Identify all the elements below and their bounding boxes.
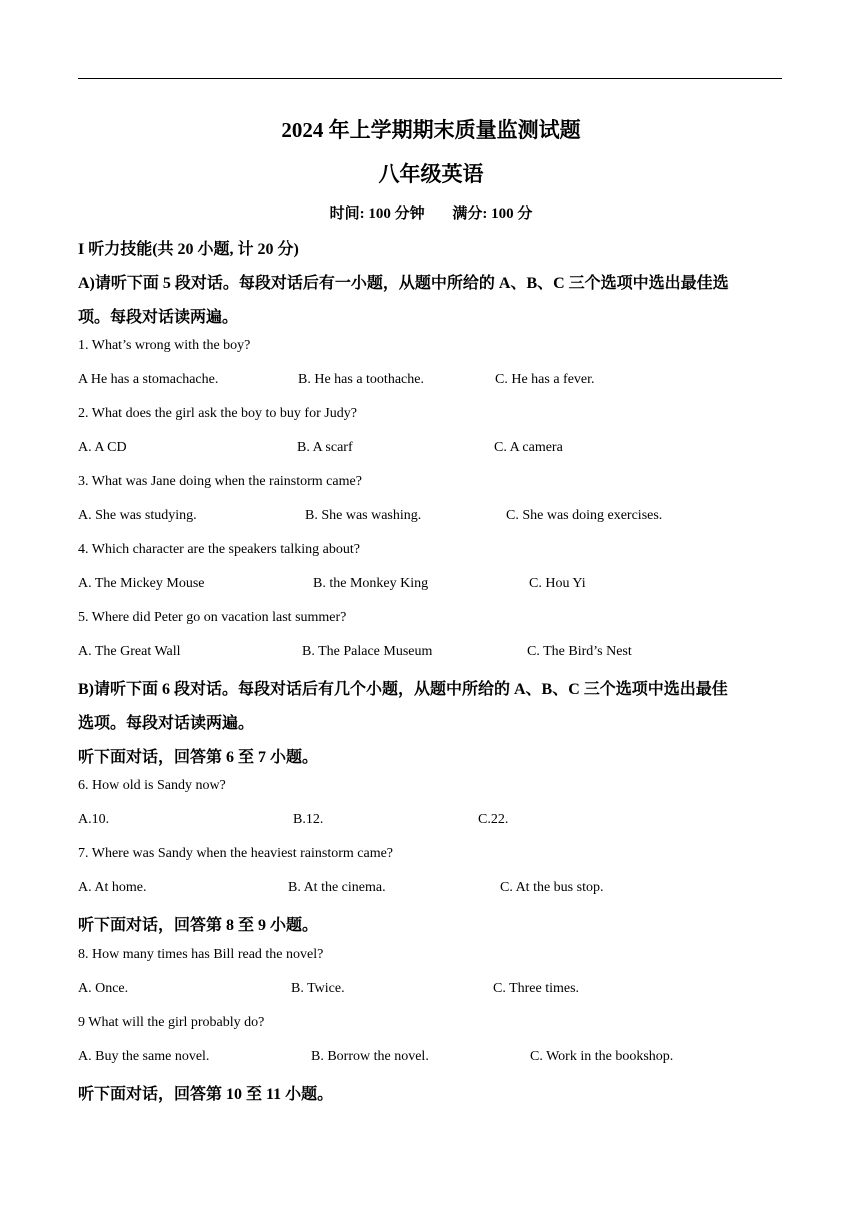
q1-option-c: C. He has a fever. <box>495 372 595 387</box>
part-b-instruction-1: B)请听下面 6 段对话。每段对话后有几个小题，从题中所给的 A、B、C 三个选项中选出最佳 <box>78 681 728 698</box>
q3-option-b: B. She was washing. <box>305 508 422 523</box>
q6-option-b: B.12. <box>293 812 324 827</box>
q8-option-a: A. Once. <box>78 981 129 996</box>
question-2: 2. What does the girl ask the boy to buy for Judy? <box>78 406 357 421</box>
exam-subtitle: 八年级英语 <box>378 162 484 186</box>
question-5: 5. Where did Peter go on vacation last summer? <box>78 610 347 625</box>
q9-option-a: A. Buy the same novel. <box>78 1049 210 1064</box>
q5-option-b: B. The Palace Museum <box>302 644 433 659</box>
q1-option-a: A He has a stomachache. <box>78 372 219 387</box>
question-7: 7. Where was Sandy when the heaviest rainstorm came? <box>78 846 394 861</box>
part-b-instruction-2: 选项。每段对话读两遍。 <box>78 715 255 732</box>
dialog-10-11-instruction: 听下面对话，回答第 10 至 11 小题。 <box>78 1086 334 1103</box>
section-heading: I 听力技能(共 20 小题, 计 20 分) <box>78 241 299 258</box>
q6-option-a: A.10. <box>78 812 110 827</box>
q1-option-b: B. He has a toothache. <box>298 372 424 387</box>
q4-option-a: A. The Mickey Mouse <box>78 576 205 591</box>
q6-option-c: C.22. <box>478 812 509 827</box>
exam-time: 时间: 100 分钟 <box>329 206 425 222</box>
part-a-instruction-2: 项。每段对话读两遍。 <box>78 309 239 326</box>
question-8: 8. How many times has Bill read the novel? <box>78 947 324 962</box>
part-a-instruction-1: A)请听下面 5 段对话。每段对话后有一小题，从题中所给的 A、B、C 三个选项中选出最佳选 <box>78 275 729 292</box>
question-6: 6. How old is Sandy now? <box>78 778 226 793</box>
q3-option-a: A. She was studying. <box>78 508 197 523</box>
q9-option-b: B. Borrow the novel. <box>311 1049 429 1064</box>
q8-option-c: C. Three times. <box>493 981 580 996</box>
q2-option-b: B. A scarf <box>297 440 353 455</box>
q7-option-c: C. At the bus stop. <box>500 880 604 895</box>
exam-title: 2024 年上学期期末质量监测试题 <box>281 118 581 142</box>
q2-option-c: C. A camera <box>494 440 563 455</box>
q7-option-a: A. At home. <box>78 880 147 895</box>
dialog-8-9-instruction: 听下面对话，回答第 8 至 9 小题。 <box>78 917 319 934</box>
q8-option-b: B. Twice. <box>291 981 345 996</box>
q2-option-a: A. A CD <box>78 440 127 455</box>
exam-info <box>78 202 784 223</box>
header-rule <box>78 78 782 79</box>
question-4: 4. Which character are the speakers talking about? <box>78 542 360 557</box>
dialog-6-7-instruction: 听下面对话，回答第 6 至 7 小题。 <box>78 749 319 766</box>
question-3: 3. What was Jane doing when the rainstorm came? <box>78 474 362 489</box>
question-1: 1. What’s wrong with the boy? <box>78 338 251 353</box>
q5-option-a: A. The Great Wall <box>78 644 181 659</box>
q4-option-b: B. the Monkey King <box>313 576 429 591</box>
q3-option-c: C. She was doing exercises. <box>506 508 663 523</box>
q9-option-c: C. Work in the bookshop. <box>530 1049 674 1064</box>
q7-option-b: B. At the cinema. <box>288 880 386 895</box>
exam-score: 满分: 100 分 <box>452 206 533 222</box>
question-9: 9 What will the girl probably do? <box>78 1015 265 1030</box>
q5-option-c: C. The Bird’s Nest <box>527 644 632 659</box>
q4-option-c: C. Hou Yi <box>529 576 586 591</box>
